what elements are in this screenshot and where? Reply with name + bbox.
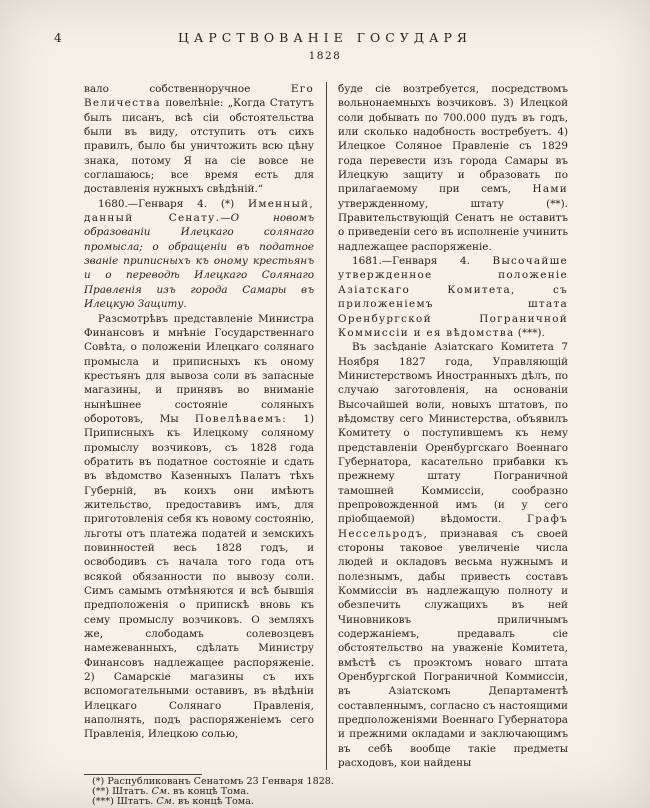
footnote-separator-rule <box>84 774 202 775</box>
text-run-spaced: Графъ Нессельродъ <box>338 513 568 540</box>
text-run-normal: 1680.—Генваря 4. (*) <box>98 197 248 210</box>
text-run-normal: (***) Штатъ. <box>92 796 157 808</box>
left-column <box>84 82 314 770</box>
running-year: 1828 <box>308 50 342 62</box>
entry-1681-body <box>338 340 568 770</box>
text-run-spaced: Нами <box>532 183 568 196</box>
continuation-paragraph <box>338 82 568 254</box>
page-number: 4 <box>54 31 62 45</box>
text-run-normal: повелѣніе: „Когда Статутъ былъ писанъ, всѣ сіи обстоятельства были въ виду, отступить отъ сихъ правилъ, было бы уничтожить всю цѣну знака, потому Я на сіе вовсе не соглашаюсь; все время есть для доставленія нужныхъ свѣдѣній.“ <box>84 97 314 196</box>
running-title: ЦАРСТВОВАНІЕ ГОСУДАРЯ <box>178 30 472 45</box>
text-run-normal: буде сіе возтребуется, посредствомъ вольнонаемныхъ возчиковъ. 3) Илецкой соли добывать по 700.000 пудъ въ годъ, или сколько надобность востребуетъ. 4) Илецкое Соляное Правленіе съ 1829 года перевести изъ города Самары въ Илецкую защиту и образовать по прилагаемому при семъ, <box>338 83 568 196</box>
text-run-italic: См. <box>151 786 170 798</box>
column-divider-rule <box>326 82 327 770</box>
text-run-normal: , признавая съ своей стороны таковое увеличеніе числа людей и окладовъ весьма нужнымъ и полезнымъ, дабы привесть составъ Коммиссіи въ надлежащую полноту и обезпечить служащихъ въ ней Чиновниковъ приличнымъ содержаніемъ, предавалъ сіе обстоятельство на уваженіе Комитета, вмѣстѣ съ проэктомъ новаго штата Оренбургской Пограничной Коммиссіи, въ Азіатскомъ Департаментѣ составленнымъ, согласно съ настоящими предположеніями Военнаго Губернатора и прежними окладами и заключающимъ въ себѣ вообще такіе предметы расходовъ, кои найдены <box>338 527 568 770</box>
text-run-normal: въ концѣ Тома. <box>174 796 254 808</box>
text-run-normal: (***). <box>514 326 545 339</box>
right-column <box>338 82 568 770</box>
text-run-normal: въ концѣ Тома. <box>169 786 250 798</box>
text-run-normal: утвержденному, штату (**). Правительствующій Сенатъ не оставитъ о приведеніи сего въ исполненіе учинить надлежащее распоряженіе. <box>338 197 568 253</box>
entry-1680-heading <box>84 197 314 312</box>
entry-1680-body <box>84 312 314 742</box>
footnotes <box>84 777 568 808</box>
text-run-normal: (*) Распубликованъ Сенатомъ 23 Генваря 1828. <box>92 776 334 787</box>
text-run-spaced: Именный, данный Сенату. <box>84 197 314 225</box>
text-run-spaced: Его Величества <box>84 83 314 110</box>
text-run-normal: Разсмотрѣвъ представленіе Министра Финансовъ и мнѣніе Государственнаго Совѣта, о положеніи Илецкаго солянаго промысла и приписныхъ къ оному крестьянъ для вывоза соли въ запасные магазины, и принявъ во вниманіе нынѣшнее состояніе соляныхъ оборотовъ, Мы <box>84 312 314 425</box>
text-run-spaced: Повелѣваемъ: <box>194 412 288 425</box>
text-run-italic: О новомъ образованіи Илецкаго солянаго промысла; о обращеніи въ податное званіе приписныхъ къ оному крестьянъ и о переводѣ Илецкаго Солянаго Правленія изъ города Самары въ Илецкую Защиту. <box>84 212 314 311</box>
text-run-spaced: Высочайше утвержденное положеніе Азіатскаго Комитета, съ приложеніемъ штата Оренбургской Пограничной Коммиссіи и ея вѣдомства <box>338 255 568 339</box>
text-run-normal: вало собственноручное <box>84 83 291 95</box>
footnote-3 <box>84 797 568 807</box>
text-run-italic: См. <box>156 796 175 808</box>
continuation-paragraph <box>84 82 314 197</box>
text-run-normal: 1681.—Генваря 4. <box>352 255 493 268</box>
text-run-normal: 1) Приписныхъ къ Илецкому соляному промыслу возчиковъ, съ 1828 года обратить въ податное состояніе и сдать въ вѣдомство Казенныхъ Палатъ тѣхъ Губерній, въ коихъ они имѣютъ жительство, предоставивъ имъ, для приготовленія себя къ новому состоянію, льготы отъ платежа податей и земскихъ повинностей весь 1828 годъ, и освободивъ съ начала того года отъ всякой обязанности по вывозу соли. Симъ самымъ отмѣняются и всѣ бывшія предположенія о припискѣ вновь къ сему промыслу возчиковъ. О земляхъ же, слободамъ солевозцевъ намежеванныхъ, сдѣлать Министру Финансовъ надлежащее распоряженіе. 2) Самарскіе магазины съ ихъ вспомогательными оставивъ, въ вѣдѣніи Илецкаго Солянаго Правленія, наполнять, подъ распоряженіемъ сего Правленія, Илецкою солью, <box>84 412 314 741</box>
text-run-normal: — <box>220 212 231 225</box>
entry-1681-heading <box>338 254 568 340</box>
text-run-normal: (**) Штатъ. <box>92 786 152 798</box>
text-run-normal: Въ засѣданіе Азіатскаго Комитета 7 Ноября 1827 года, Управляющій Министерствомъ Иностранныхъ дѣлъ, по случаю заготовленія, на основаніи Высочайшей воли, новыхъ штатовъ, по вѣдомству сего Министерства, объявилъ Комитету о поступившемъ къ нему представленіи Оренбургскаго Военнаго Губернатора, касательно прибавки къ прежнему штату Пограничной тамошней Коммиссіи, сообразно препровожденной имъ (и у сего пріобщаемой) вѣдомости. <box>338 341 568 526</box>
